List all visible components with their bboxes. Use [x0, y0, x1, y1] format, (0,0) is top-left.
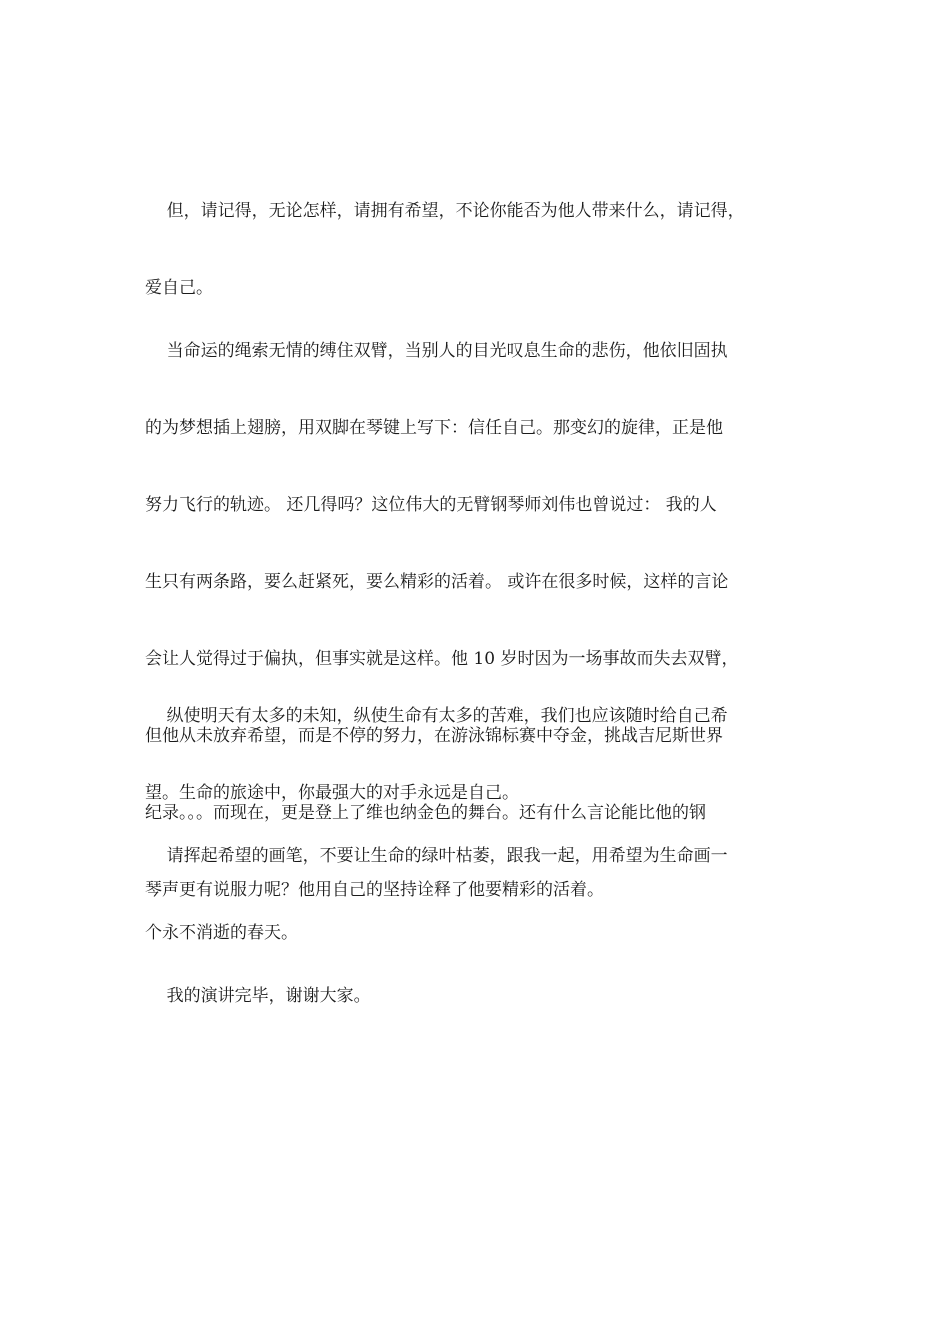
text-line: 请挥起希望的画笔，不要让生命的绿叶枯萎，跟我一起，用希望为生命画一 — [145, 846, 728, 866]
text-line: 琴声更有说服力呢？他用自己的坚持诠释了他要精彩的活着。 — [145, 880, 604, 900]
text-line: 望。生命的旅途中，你最强大的对手永远是自己。 — [145, 783, 519, 803]
text-line: 个永不消逝的春天。 — [145, 923, 298, 943]
text-line: 但，请记得，无论怎样，请拥有希望，不论你能否为他人带来什么，请记得， — [145, 201, 745, 221]
text-line: 纪录。。。而现在，更是登上了维也纳金色的舞台。还有什么言论能比他的钢 — [145, 803, 706, 823]
paragraph-closing — [145, 938, 371, 1055]
text-line: 我的演讲完毕，谢谢大家。 — [145, 986, 371, 1006]
text-line: 当命运的绳索无情的缚住双臂，当别人的目光叹息生命的悲伤，他依旧固执 — [145, 341, 728, 361]
text-line: 会让人觉得过于偏执，但事实就是这样。他 10 岁时因为一场事故而失去双臂， — [145, 649, 739, 669]
text-line: 的为梦想插上翅膀，用双脚在琴键上写下：信任自己。那变幻的旋律，正是他 — [145, 418, 723, 438]
text-line: 纵使明天有太多的未知，纵使生命有太多的苦难，我们也应该随时给自己希 — [145, 706, 728, 726]
text-line: 生只有两条路，要么赶紧死，要么精彩的活着。 或许在很多时候，这样的言论 — [145, 572, 729, 592]
text-line: 爱自己。 — [145, 278, 213, 298]
text-line: 但他从未放弃希望，而是不停的努力，在游泳锦标赛中夺金，挑战吉尼斯世界 — [145, 726, 723, 746]
text-line: 努力飞行的轨迹。 还几得吗？这位伟大的无臂钢琴师刘伟也曾说过： 我的人 — [145, 495, 717, 515]
